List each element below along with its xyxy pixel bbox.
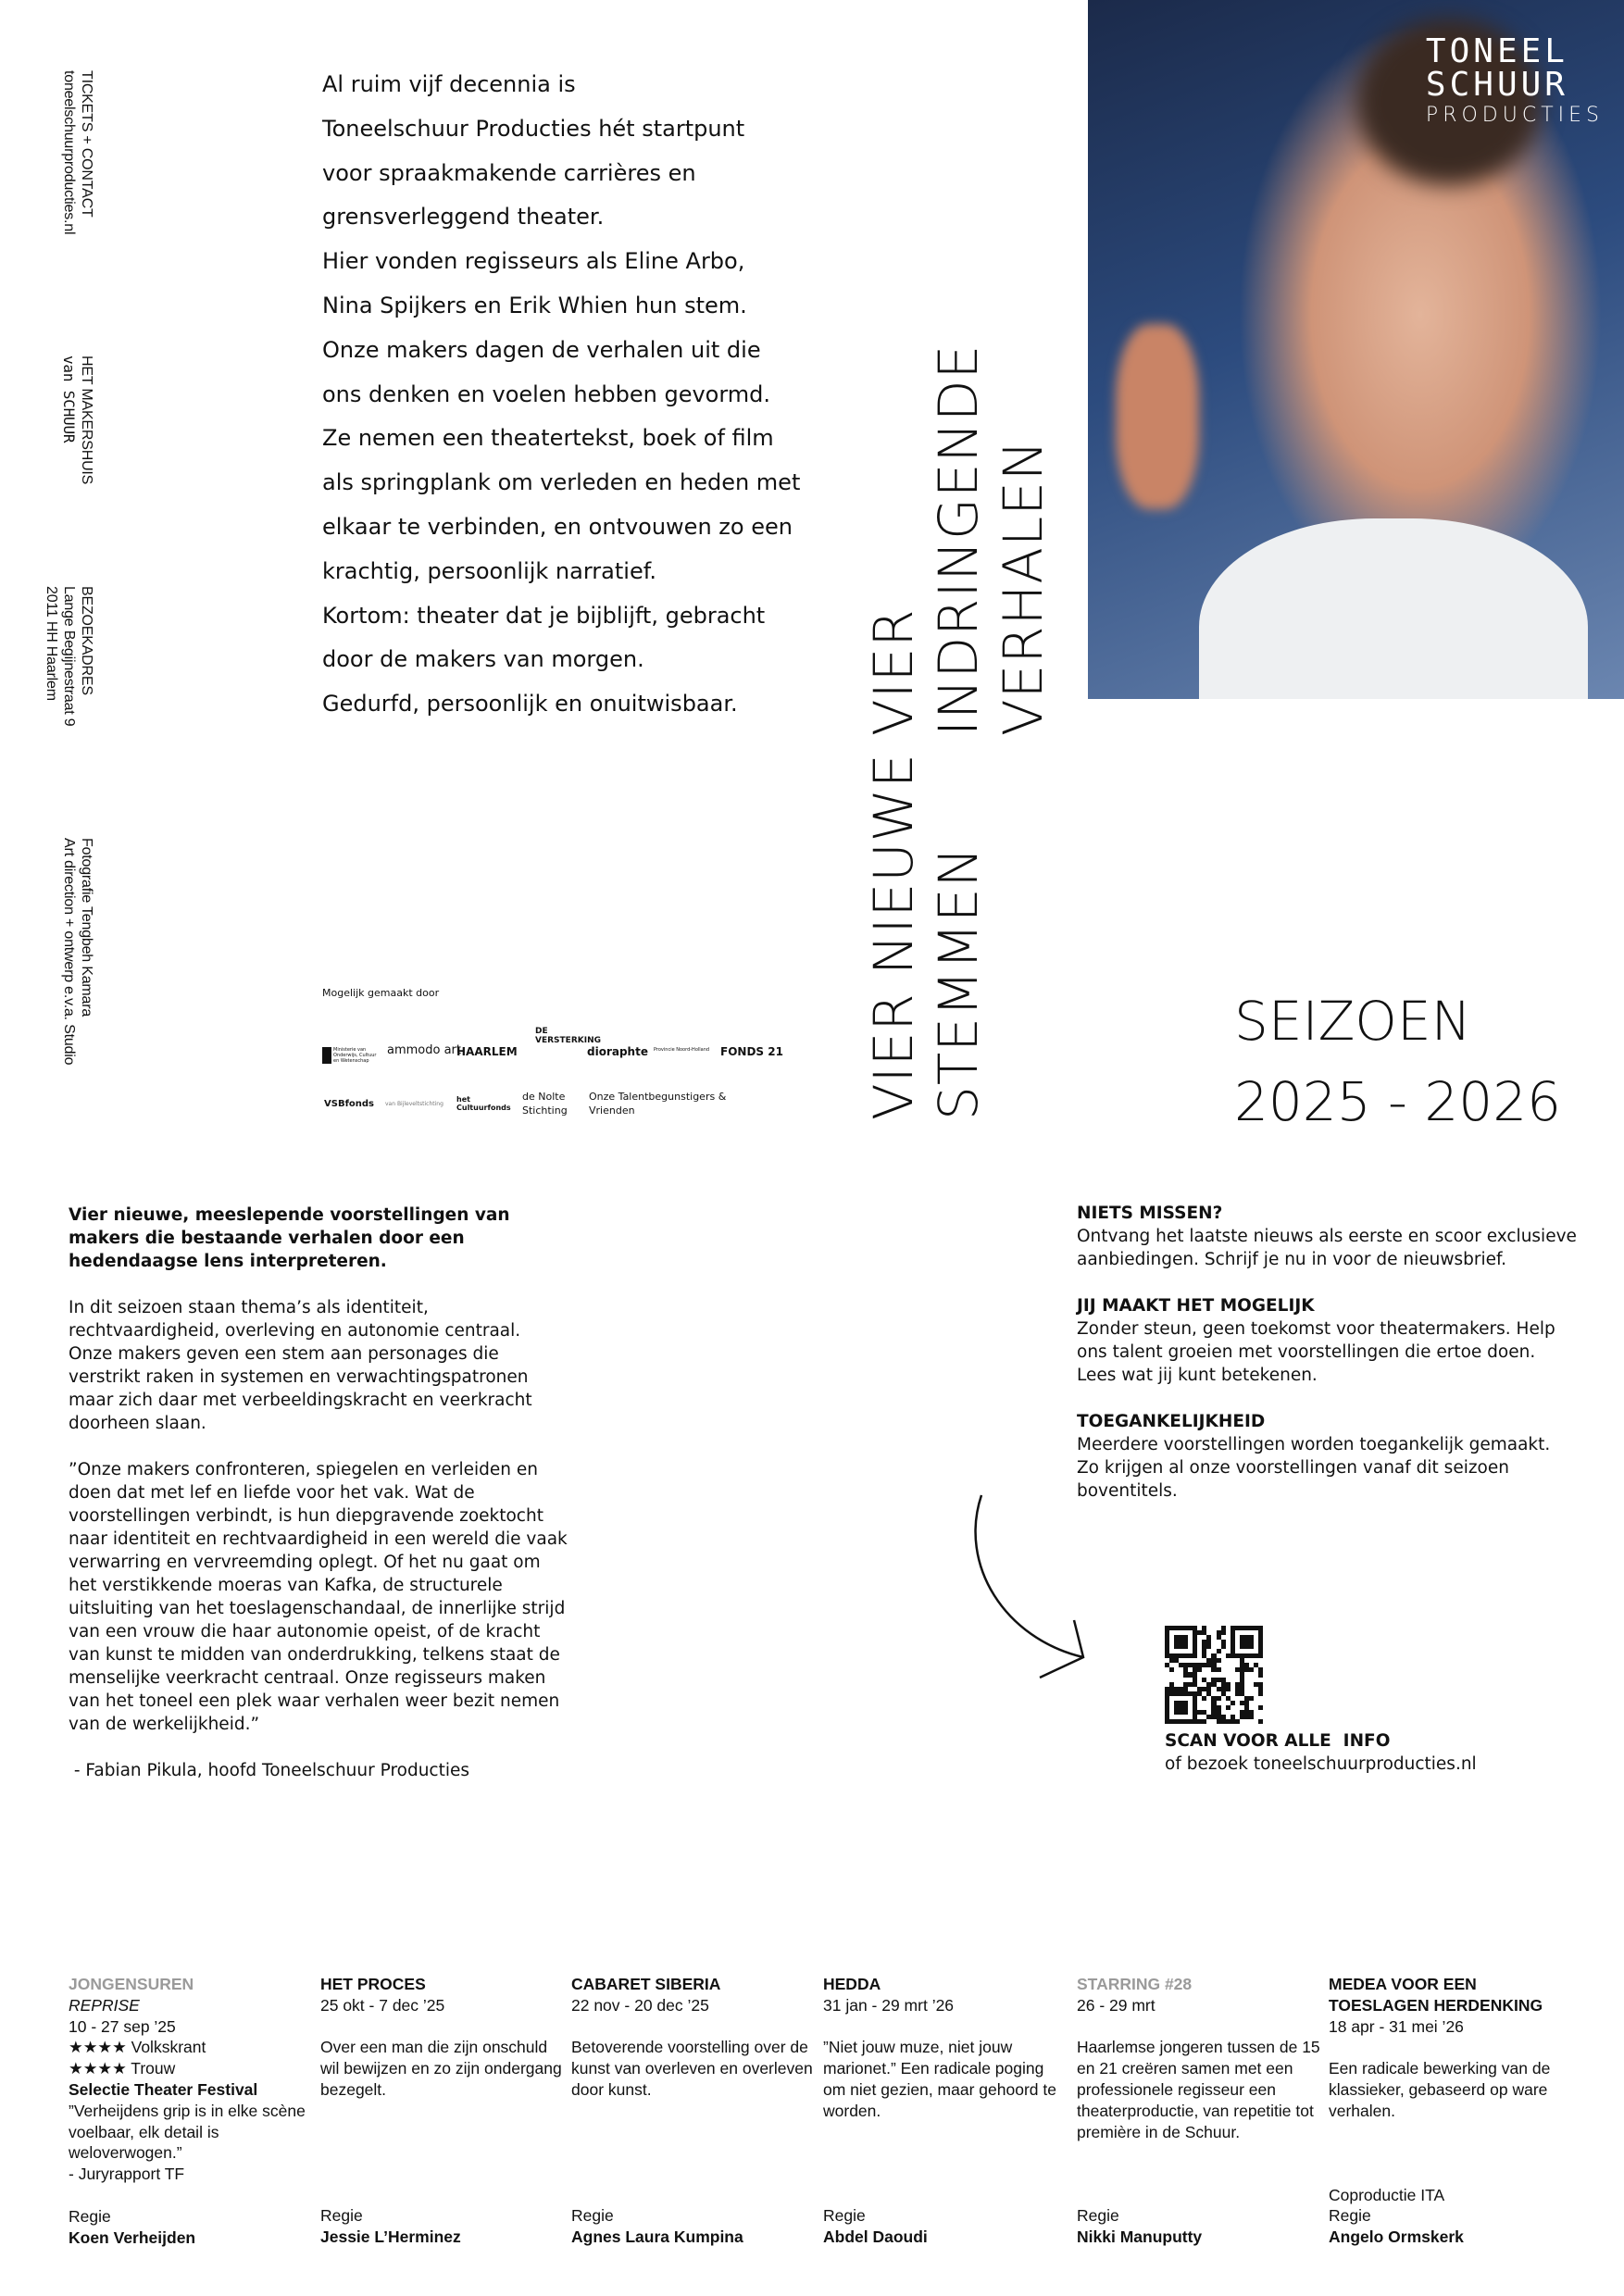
show-dates: 26 - 29 mrt <box>1077 1995 1156 2015</box>
show-title: HET PROCES <box>320 1975 426 1993</box>
sponsor-logo-ocw: Ministerie van Onderwijs, Cultuur en Wetenschap <box>322 1047 378 1064</box>
show-dates: 22 nov - 20 dec ’25 <box>571 1995 709 2015</box>
info-text: Meerdere voorstellingen worden toegankelijk gemaakt. Zo krijgen al onze voorstellingen vanaf dit seizoen boventitels. <box>1077 1435 1551 1501</box>
article-lead: Vier nieuwe, meeslepende voorstellingen van makers die bestaande verhalen door een hedendaagse lens interpreteren. <box>69 1205 510 1271</box>
intro-line: Kortom: theater dat je bijblijft, gebracht <box>322 602 766 629</box>
intro-line: Toneelschuur Producties hét startpunt <box>322 115 745 142</box>
show-dates: 31 jan - 29 mrt ’26 <box>823 1995 955 2015</box>
intro-line: als springplank om verleden en heden met <box>322 469 801 496</box>
show-regie-label: Regie <box>320 2206 363 2226</box>
intro-line: voor spraakmakende carrières en <box>322 159 696 186</box>
show-column <box>823 1974 1068 2248</box>
sponsor-logo-haarlem: HAARLEM <box>456 1045 518 1058</box>
intro-line: krachtig, persoonlijk narratief. <box>322 557 657 584</box>
makershuis <box>58 356 95 484</box>
show-regie-label: Regie <box>823 2206 866 2226</box>
logo-line-2: SCHUUR <box>1425 66 1568 104</box>
qr-subtitle[interactable]: of bezoek toneelschuurproducties.nl <box>1165 1754 1477 1774</box>
sponsors <box>322 987 785 1129</box>
sponsor-nolte: de Nolte Stichting <box>522 1091 568 1117</box>
show-award: Selectie Theater Festival <box>69 2079 258 2099</box>
info-text: Ontvang het laatste nieuws als eerste en scoor exclusieve aanbiedingen. Schrijf je nu in voor de nieuwsbrief. <box>1077 1227 1577 1269</box>
intro-line: Ze nemen een theatertekst, boek of film <box>322 425 774 452</box>
tickets-contact <box>58 70 95 234</box>
credits <box>58 838 95 1065</box>
sponsor-vrienden: Onze Talentbegunstigers & Vrienden <box>589 1091 727 1117</box>
qr-section <box>1165 1626 1477 1776</box>
show-review: ★★★★ Trouw <box>69 2059 176 2078</box>
show-quote-source: - Juryrapport TF <box>69 2165 185 2184</box>
show-regie-label: Regie <box>1077 2206 1119 2226</box>
show-director: Abdel Daoudi <box>823 2227 928 2247</box>
photo-hand <box>1116 324 1199 509</box>
show-title: STARRING #28 <box>1077 1975 1193 1993</box>
show-description: ”Niet jouw muze, niet jouw marionet.” Een radicale poging om niet gezien, maar gehoord te worden. <box>823 2038 1056 2120</box>
show-quote: ”Verheijdens grip is in elke scène voelbaar, elk detail is weloverwogen.” <box>69 2101 306 2163</box>
show-review: ★★★★ Volkskrant <box>69 2038 206 2057</box>
credits-design: Art direction + ontwerp e.v.a. Studio <box>61 838 77 1066</box>
season-article <box>69 1204 568 1805</box>
website-link[interactable]: toneelschuurproducties.nl <box>61 70 77 235</box>
tickets-label: TICKETS + CONTACT <box>79 70 94 218</box>
info-blocks <box>1077 1202 1577 1526</box>
address-city: 2011 HH Haarlem <box>44 586 59 701</box>
sponsor-logo-versterking: DE VERSTERKING <box>535 1027 601 1045</box>
show-title: MEDEA VOOR EEN TOESLAGEN HERDENKING <box>1329 1975 1543 2015</box>
show-column <box>1077 1974 1322 2248</box>
season-years: 2025 - 2026 <box>1234 1070 1562 1133</box>
show-subtitle: REPRISE <box>69 1995 140 2015</box>
brand-logo <box>1425 32 1604 127</box>
show-title: CABARET SIBERIA <box>571 1975 721 1993</box>
makershuis-sub: van SCHUUR <box>60 356 78 443</box>
season <box>1234 981 1561 1142</box>
makershuis-label: HET MAKERSHUIS <box>79 356 94 485</box>
intro-line: Gedurfd, persoonlijk en onuitwisbaar. <box>322 691 738 718</box>
sponsors-label: Mogelijk gemaakt door <box>322 987 440 999</box>
show-title: JONGENSUREN <box>69 1975 194 1993</box>
sponsor-logo-dioraphte: dioraphte <box>587 1045 648 1058</box>
title-line-1: VIER NIEUWE STEMMEN <box>862 753 990 1120</box>
intro-line: Nina Spijkers en Erik Whien hun stem. <box>322 292 747 318</box>
credits-photo: Fotografie Tengbeh Kamara <box>79 838 94 1017</box>
show-regie-label: Regie <box>1329 2206 1371 2226</box>
address <box>42 586 95 726</box>
show-title: HEDDA <box>823 1975 881 1993</box>
show-column <box>1329 1974 1574 2248</box>
intro-line: Onze makers dagen de verhalen uit die <box>322 336 761 363</box>
intro-paragraph <box>322 63 804 727</box>
show-director: Koen Verheijden <box>69 2227 196 2247</box>
intro-line: door de makers van morgen. <box>322 646 644 673</box>
qr-code[interactable] <box>1165 1626 1263 1724</box>
info-text: Zonder steun, geen toekomst voor theatermakers. Help ons talent groeien met voorstellingen die ertoe doen. Lees wat jij kunt betekenen. <box>1077 1319 1555 1385</box>
intro-line: Al ruim vijf decennia is <box>322 71 576 97</box>
info-heading: NIETS MISSEN? <box>1077 1204 1223 1223</box>
show-column <box>571 1974 817 2248</box>
info-heading: TOEGANKELIJKHEID <box>1077 1412 1266 1431</box>
show-description: Haarlemse jongeren tussen de 15 en 21 creëren samen met een professionele regisseur een theaterproductie, van repetitie tot première in de Schuur. <box>1077 2038 1320 2141</box>
address-street: Lange Begijnestraat 9 <box>61 586 77 727</box>
sponsor-logo-noord-holland: Provincie Noord-Holland <box>654 1047 710 1053</box>
sponsor-logo-cultuurfonds: het Cultuurfonds <box>456 1095 511 1112</box>
article-signature: - Fabian Pikula, hoofd Toneelschuur Producties <box>69 1761 470 1780</box>
show-director: Jessie L’Herminez <box>320 2227 461 2247</box>
photo-shirt <box>1199 518 1588 699</box>
address-label: BEZOEKADRES <box>79 586 94 695</box>
title-line-2: VIER INDRINGENDE VERHALEN <box>862 344 1055 737</box>
sponsor-logo-bijlevelt: van Bijleveltstichting <box>385 1101 443 1107</box>
info-heading: JIJ MAAKT HET MOGELIJK <box>1077 1296 1315 1316</box>
intro-line: Hier vonden regisseurs als Eline Arbo, <box>322 248 745 275</box>
show-column <box>320 1974 566 2248</box>
show-description: Een radicale bewerking van de klassieker, gebaseerd op ware verhalen. <box>1329 2059 1551 2120</box>
article-paragraph: In dit seizoen staan thema’s als identiteit, rechtvaardigheid, overleving en autonomie centraal. Onze makers geven een stem aan personages die verstrikt raken in systemen en verwachtingspatronen maar zich daar met verbeeldingskracht en veerkracht doorheen slaan. <box>69 1298 532 1433</box>
show-dates: 18 apr - 31 mei ’26 <box>1329 2016 1464 2036</box>
intro-line: grensverleggend theater. <box>322 204 605 231</box>
show-dates: 25 okt - 7 dec ’25 <box>320 1995 445 2015</box>
show-description: Over een man die zijn onschuld wil bewijzen en zo zijn ondergang bezegelt. <box>320 2038 562 2099</box>
article-quote: ”Onze makers confronteren, spiegelen en verleiden en doen dat met lef en liefde voor het vak. Wat de voorstellingen verbindt, is hun diepgravende zoektocht naar identiteit en rechtvaardigheid in een wereld die vaak verwarring en vervreemding oplegt. Of het nu gaat om het verstikkende moeras van Kafka, de structurele uitsluiting van het toeslagenschandaal, de innerlijke strijd van een vrouw die haar autonomie opeist, of de kracht van kunst te midden van onderdrukking, telkens staat de menselijke veerkracht centraal. Onze regisseurs maken van het toneel een plek waar verhalen weer bezit nemen van de werkelijkheid.” <box>69 1460 568 1734</box>
intro-line: ons denken en voelen hebben gevormd. <box>322 381 771 407</box>
show-jongensuren <box>69 1974 314 2248</box>
sponsor-logo-ammodo: ammodo art <box>387 1043 461 1057</box>
logo-line-1: TONEEL <box>1425 32 1568 70</box>
portrait-photo <box>1088 0 1624 699</box>
show-coproduction: Coproductie ITA <box>1329 2185 1445 2204</box>
sponsor-logo-fonds21: FONDS 21 <box>720 1045 783 1058</box>
vertical-title <box>861 241 1056 1120</box>
show-director: Angelo Ormskerk <box>1329 2227 1464 2247</box>
show-dates: 10 - 27 sep ’25 <box>69 2016 176 2036</box>
logo-line-3: PRODUCTIES <box>1425 104 1604 127</box>
show-director: Nikki Manuputty <box>1077 2227 1203 2247</box>
regie-label: Regie <box>69 2206 111 2226</box>
qr-title: SCAN VOOR ALLE INFO <box>1165 1731 1391 1751</box>
intro-line: elkaar te verbinden, en ontvouwen zo een <box>322 513 793 540</box>
sponsor-logo-vsb: VSBfonds <box>324 1099 375 1109</box>
show-director: Agnes Laura Kumpina <box>571 2227 743 2247</box>
season-label: SEIZOEN <box>1234 990 1471 1053</box>
show-description: Betoverende voorstelling over de kunst van overleven en overleven door kunst. <box>571 2038 813 2099</box>
arrow-icon <box>968 1481 1088 1694</box>
show-regie-label: Regie <box>571 2206 614 2226</box>
